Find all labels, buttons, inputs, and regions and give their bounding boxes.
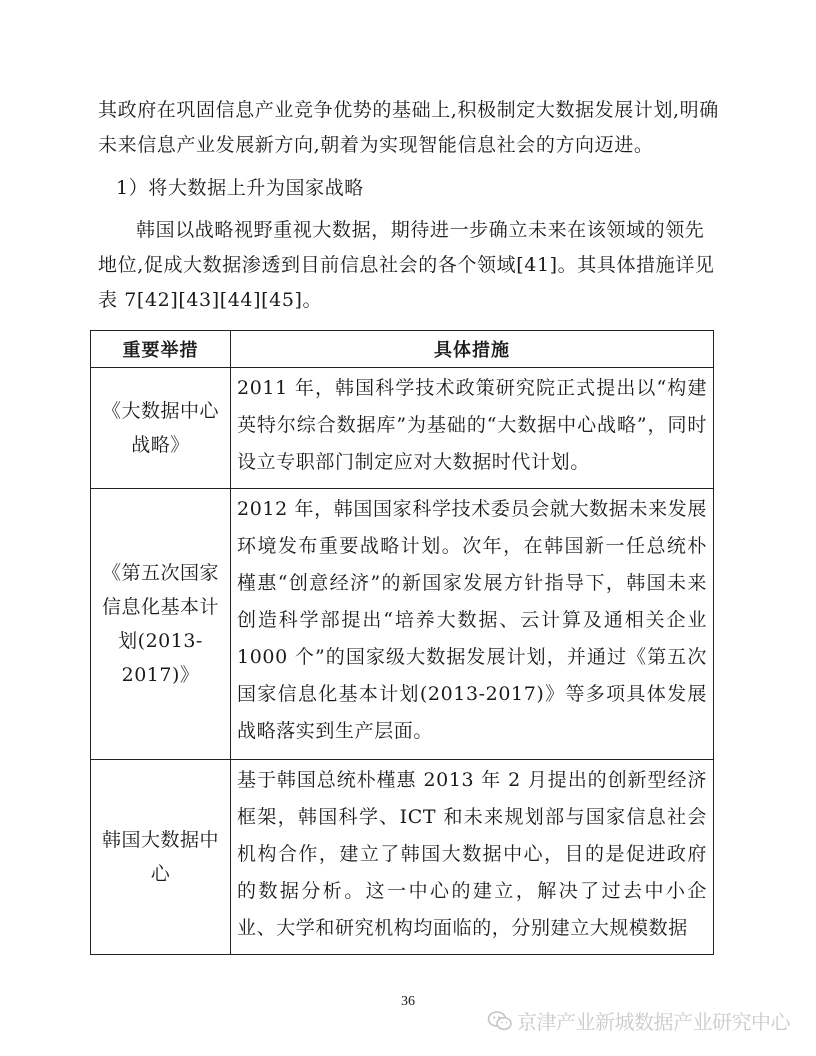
body-paragraph-1: 其政府在巩固信息产业竞争优势的基础上,积极制定大数据发展计划,明确未来信息产业发展新方向,朝着为实现智能信息社会的方向迈进。 (98, 99, 719, 156)
table-row (91, 489, 714, 760)
column-header-measure: 重要举措 (91, 331, 231, 368)
measure-cell: 《大数据中心战略》 (91, 368, 231, 489)
details-cell: 基于韩国总统朴槿惠 2013 年 2 月提出的创新型经济框架，韩国科学、ICT 和未来规划部与国家信息社会机构合作，建立了韩国大数据中心，目的是促进政府的数据分析。这一中心的建立，解决了过去中小企业、大学和研究机构均面临的，分别建立大规模数据 (231, 760, 714, 955)
watermark-text: 京津产业新城数据产业研究中心 (517, 1010, 790, 1034)
watermark (487, 1006, 790, 1035)
details-cell: 2011 年，韩国科学技术政策研究院正式提出以“构建英特尔综合数据库”为基础的“大数据中心战略”，同时设立专职部门制定应对大数据时代计划。 (231, 368, 714, 489)
body-paragraph-2: 韩国以战略视野重视大数据，期待进一步确立未来在该领域的领先地位,促成大数据渗透到目前信息社会的各个领域[41]。其具体措施详见表 7[42][43][44][45]。 (98, 219, 715, 311)
table-header-row (91, 331, 714, 368)
section-heading: 1）将大数据上升为国家战略 (116, 177, 364, 199)
measures-table (90, 330, 714, 955)
table-row (91, 760, 714, 955)
measure-cell: 《第五次国家信息化基本计划(2013-2017)》 (91, 489, 231, 760)
measure-cell: 韩国大数据中心 (91, 760, 231, 955)
details-cell: 2012 年，韩国国家科学技术委员会就大数据未来发展环境发布重要战略计划。次年，在韩国新一任总统朴槿惠“创意经济”的新国家发展方针指导下，韩国未来创造科学部提出“培养大数据、云计算及通相关企业 1000 个”的国家级大数据发展计划，并通过《第五次国家信息化基本计划(2013-2017)》等多项具体发展战略落实到生产层面。 (231, 489, 714, 760)
page-number: 36 (401, 994, 415, 1009)
wechat-icon (487, 1010, 513, 1032)
table-row (91, 368, 714, 489)
column-header-details: 具体措施 (231, 331, 714, 368)
